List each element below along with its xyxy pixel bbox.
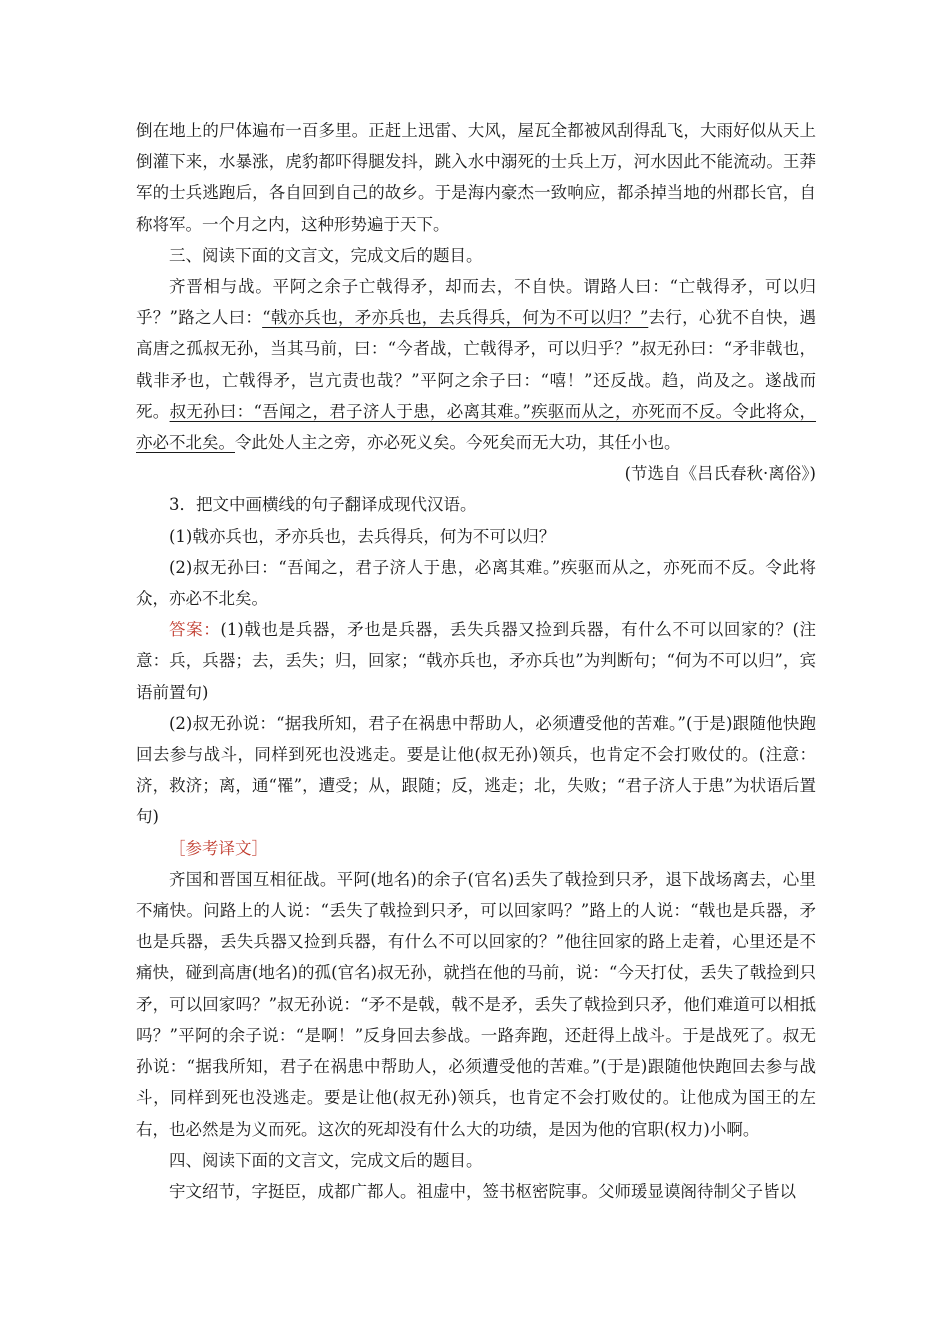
section-4-text-start: 宇文绍节，字挺臣，成都广都人。祖虚中，签书枢密院事。父师瑗显谟阁待制父子皆以 [169,1181,796,1201]
underlined-sentence-1: “戟亦兵也，矛亦兵也，去兵得兵，何为不可以归？” [262,308,649,328]
classical-text [136,271,816,458]
answer-label: 答案： [169,620,221,640]
section-4-title: 四、阅读下面的文言文，完成文后的题目。 [169,1150,483,1170]
reference-translation-label: ［参考译文］ [169,838,268,858]
classical-text-part-a: 齐晋相与战。平阿之余子亡戟得矛，却而去，不自快。谓路人曰：“亡戟得矛，可以归乎？”路之人曰： [136,277,816,328]
classical-text-part-c: 令此处人主之旁，亦必死义矣。今死矣而无大功，其任小也。 [235,433,681,453]
underlined-sentence-2: 叔无孙曰：“吾闻之，君子济人于患，必离其难。”疾驱而从之，亦死而不反。令此将众，亦必不北矣。 [136,401,817,453]
classical-text-part-b: 去行，心犹不自快，遇高唐之孤叔无孙，当其马前，曰：“今者战，亡戟得矛，可以归乎？”叔无孙曰：“矛非戟也，戟非矛也，亡戟得矛，岂亢责也哉？”平阿之余子曰：“嘻！”还反战。趋，尚及之。遂战而死。 [136,308,817,421]
paragraph-translation-continued: 倒在地上的尸体遍布一百多里。正赶上迅雷、大风，屋瓦全都被风刮得乱飞，大雨好似从天上倒灌下来，水暴涨，虎豹都吓得腿发抖，跳入水中溺死的士兵上万，河水因此不能流动。王莽军的士兵逃跑后，各自回到自己的故乡。于是海内豪杰一致响应，都杀掉当地的州郡长官，自称将军。一个月之内，这种形势遍于天下。 [136,121,816,234]
question-3-item-2: (2)叔无孙曰：“吾闻之，君子济人于患，必离其难。”疾驱而从之，亦死而不反。令此将众，亦必不北矣。 [136,557,816,609]
answer-1 [136,614,816,708]
section-3-title: 三、阅读下面的文言文，完成文后的题目。 [169,245,483,265]
answer-2: (2)叔无孙说：“据我所知，君子在祸患中帮助人，必须遭受他的苦难。”(于是)跟随他快跑回去参与战斗，同样到死也没逃走。要是让他(叔无孙)领兵，也肯定不会打败仗的。(注意：济，救济；离，通“罹”，遭受；从，跟随；反，逃走；北，失败；“君子济人于患”为状语后置句) [136,713,816,827]
question-3: 3．把文中画横线的句子翻译成现代汉语。 [169,495,477,515]
reference-translation: 齐国和晋国互相征战。平阿(地名)的余子(官名)丢失了戟捡到只矛，退下战场离去，心里不痛快。问路上的人说：“丢失了戟捡到只矛，可以回家吗？”路上的人说：“戟也是兵器，矛也是兵器，丢失兵器又捡到兵器，有什么不可以回家的？”他往回家的路上走着，心里还是不痛快，碰到高唐(地名)的孤(官名)叔无孙，就挡在他的马前，说：“今天打仗，丢失了戟捡到只矛，可以回家吗？”叔无孙说：“矛不是戟，戟不是矛，丢失了戟捡到只矛，他们难道可以相抵吗？”平阿的余子说：“是啊！”反身回去参战。一路奔跑，还赶得上战斗。于是战死了。叔无孙说：“据我所知，君子在祸患中帮助人，必须遭受他的苦难。”(于是)跟随他快跑回去参与战斗，同样到死也没逃走。要是让他(叔无孙)领兵，也肯定不会打败仗的。让他成为国王的左右，也必然是为义而死。这次的死却没有什么大的功绩，是因为他的官职(权力)小啊。 [136,869,816,1139]
question-3-item-1: (1)戟亦兵也，矛亦兵也，去兵得兵，何为不可以归？ [169,526,556,546]
document-page [136,115,816,1207]
answer-1-text: (1)戟也是兵器，矛也是兵器，丢失兵器又捡到兵器，有什么不可以回家的？(注意：兵，兵器；去，丢失；归，回家；“戟亦兵也，矛亦兵也”为判断句；“何为不可以归”，宾语前置句) [136,620,817,702]
source-citation: (节选自《吕氏春秋·离俗》) [624,464,816,484]
